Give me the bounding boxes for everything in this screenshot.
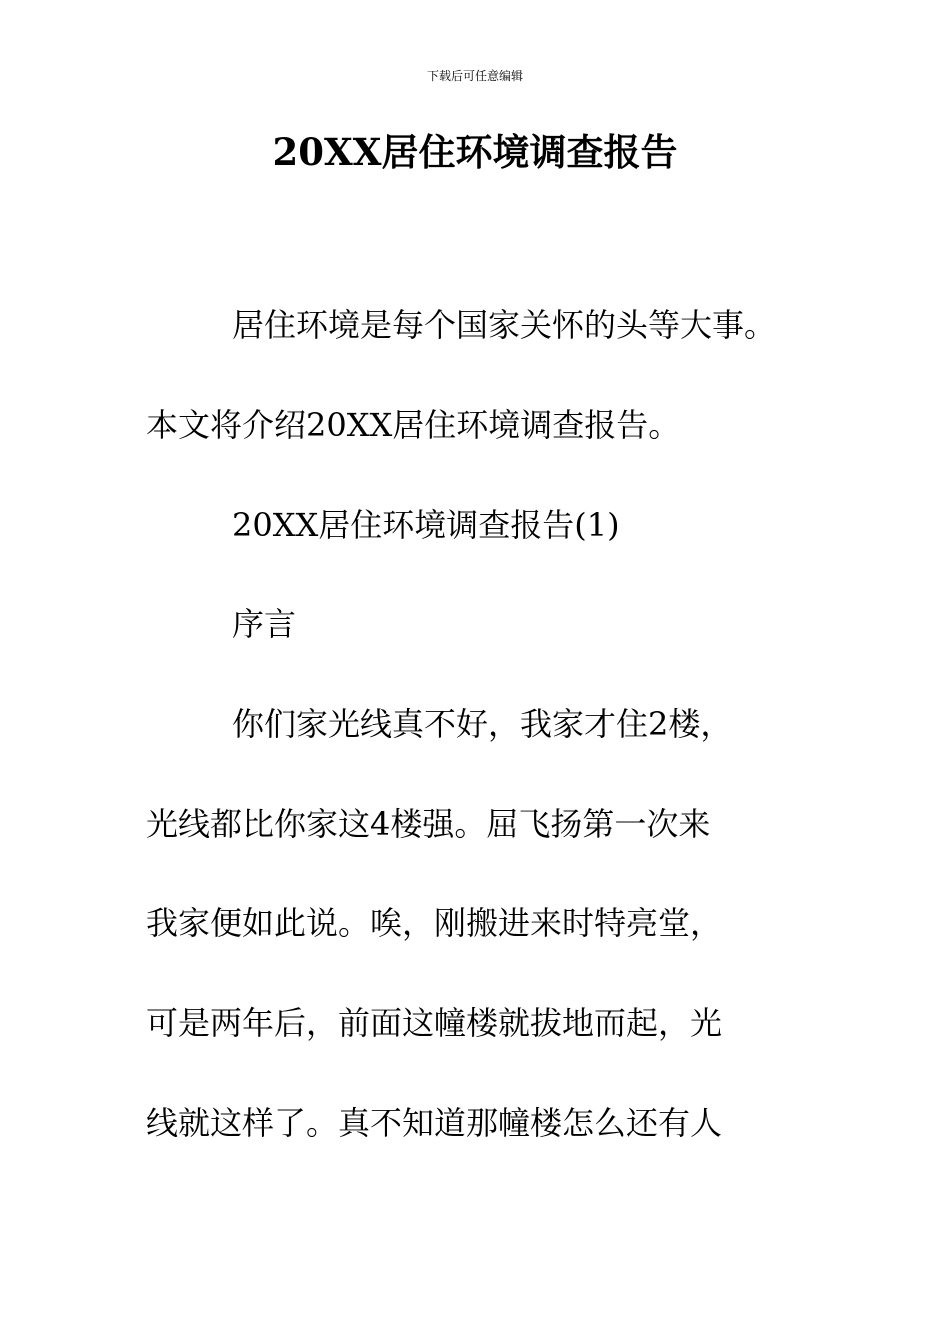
body-line: 你们家光线真不好，我家才住2楼， — [232, 705, 733, 743]
body-line: 可是两年后，前面这幢楼就拔地而起，光 — [146, 1004, 723, 1042]
document-title: 20XX居住环境调查报告 — [272, 130, 678, 174]
body-line: 居住环境是每个国家关怀的头等大事。 — [232, 306, 777, 344]
body-line: 我家便如此说。唉，刚搬进来时特亮堂， — [146, 904, 723, 942]
body-line: 本文将介绍20XX居住环境调查报告。 — [146, 406, 681, 444]
body-line: 光线都比你家这4楼强。屈飞扬第一次来 — [146, 805, 711, 843]
subsection-heading: 序言 — [232, 605, 297, 643]
section-heading: 20XX居住环境调查报告(1) — [232, 506, 620, 544]
header-note: 下载后可任意编辑 — [426, 69, 523, 83]
body-line: 线就这样了。真不知道那幢楼怎么还有人 — [146, 1104, 723, 1142]
